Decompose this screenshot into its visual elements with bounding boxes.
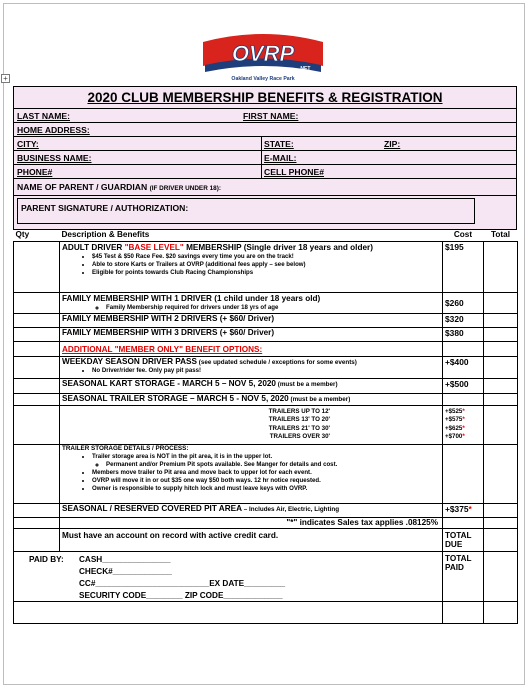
first-name-field[interactable]: FIRST NAME: <box>243 111 299 121</box>
email-field[interactable]: E-MAIL: <box>264 153 297 163</box>
city-field[interactable]: CITY: <box>17 139 39 149</box>
trailer-storage-desc: SEASONAL TRAILER STORAGE – MARCH 5 - NOV 5, 2020 (must be a member) <box>60 393 443 405</box>
qty-cell[interactable] <box>14 393 60 405</box>
parent-name-field[interactable]: NAME OF PARENT / GUARDIAN (IF DRIVER UNDER 18): <box>17 182 221 192</box>
table-row <box>14 405 518 444</box>
table-row <box>14 503 518 517</box>
qty-cell[interactable] <box>14 356 60 378</box>
table-row <box>14 517 518 528</box>
blank-cell[interactable] <box>14 601 443 623</box>
table-row <box>14 601 518 623</box>
trailer-sizes: TRAILERS UP TO 12' TRAILERS 13' TO 20' TRAILERS 21' TO 30' TRAILERS OVER 30' <box>60 405 443 444</box>
qty-cell[interactable] <box>14 378 60 393</box>
description-header: Description & Benefits <box>60 230 443 241</box>
kart-storage-desc: SEASONAL KART STORAGE - MARCH 5 – NOV 5, 2020 (must be a member) <box>60 378 443 393</box>
table-row <box>14 313 518 327</box>
total-cell[interactable] <box>484 378 518 393</box>
cash-field[interactable]: CASH_______________ <box>79 554 171 564</box>
trailer-prices: +$525* +$575* +$625* +$700* <box>443 405 484 444</box>
name-row <box>13 109 517 123</box>
phone-row <box>13 165 517 179</box>
additional-options-heading: ADDITIONAL "MEMBER ONLY" BENEFIT OPTIONS: <box>60 341 443 356</box>
ovrp-logo <box>199 32 327 86</box>
parent-name-row <box>13 179 517 196</box>
qty-cell[interactable] <box>14 327 60 341</box>
table-row <box>14 241 518 292</box>
home-address-field[interactable]: HOME ADDRESS: <box>17 125 90 135</box>
city-row <box>13 137 517 151</box>
total-cell[interactable] <box>484 241 518 292</box>
credit-card-field[interactable]: CC#_________________________EX DATE_________ <box>79 578 286 588</box>
total-cell[interactable] <box>484 292 518 313</box>
trailer-details: TRAILER STORAGE DETAILS / PROCESS: • Trailer storage area is NOT in the pit area, it is in the upper lot. ◦ Permanent and/or Premium Pit spots available. See Manger for details and cost. • Members move trailer to Pit area and move back to upper lot for each event. • OVRP will move it in or out $35 one way $50 both ways. 12 hr notice requested. • Owner is responsible to supply hitch lock and must leave keys with OVRP. <box>60 444 443 503</box>
logo-wordmark: OVRP <box>231 41 295 66</box>
kart-cost: +$500 <box>443 378 484 393</box>
family3-desc: FAMILY MEMBERSHIP WITH 3 DRIVERS (+ $60/ Driver) <box>60 327 443 341</box>
table-row <box>14 444 518 503</box>
phone-field[interactable]: PHONE# <box>17 167 53 177</box>
security-code-field[interactable]: SECURITY CODE________ ZIP CODE_____________ <box>79 590 283 600</box>
parent-signature-box[interactable] <box>17 198 475 224</box>
table-row <box>14 292 518 313</box>
weekday-pass-desc: WEEKDAY SEASON DRIVER PASS (see updated schedule / exceptions for some events) • No Driver/rider fee. Only pay pit pass! <box>60 356 443 378</box>
family1-cost: $260 <box>443 292 484 313</box>
qty-header: Qty <box>14 230 60 241</box>
weekday-cost: +$400 <box>443 356 484 378</box>
total-cell[interactable] <box>484 356 518 378</box>
business-row <box>13 151 517 165</box>
qty-cell[interactable] <box>14 405 60 444</box>
qty-cell[interactable] <box>14 503 60 517</box>
tax-note: "*" indicates Sales tax applies .08125% <box>60 517 443 528</box>
qty-cell[interactable] <box>14 241 60 292</box>
total-paid-label: TOTAL PAID <box>443 551 484 601</box>
family1-desc: FAMILY MEMBERSHIP WITH 1 DRIVER (1 child under 18 years old) ◦ Family Membership required for drivers under 18 yrs of age <box>60 292 443 313</box>
total-cell[interactable] <box>484 313 518 327</box>
parent-signature-label: PARENT SIGNATURE / AUTHORIZATION: <box>21 203 189 213</box>
family3-cost: $380 <box>443 327 484 341</box>
family2-desc: FAMILY MEMBERSHIP WITH 2 DRIVERS (+ $60/ Driver) <box>60 313 443 327</box>
total-due-cell[interactable] <box>484 528 518 551</box>
adult-cost: $195 <box>443 241 484 292</box>
adult-membership-desc: ADULT DRIVER "BASE LEVEL" MEMBERSHIP (Single driver 18 years and older) • $45 Test & $50 Race Fee. $20 savings every time you are on the track! • Able to store Karts or Trailers at OVRP (additional fees apply – see below) • Eligible for points towards Club Racing Championships <box>60 241 443 292</box>
table-header <box>14 230 518 241</box>
state-field[interactable]: STATE: <box>264 139 294 149</box>
table-row <box>14 341 518 356</box>
total-due-label: TOTAL DUE <box>443 528 484 551</box>
credit-card-note: Must have an account on record with active credit card. <box>60 528 443 551</box>
cost-header: Cost <box>443 230 484 241</box>
table-row <box>14 393 518 405</box>
table-row <box>14 528 518 551</box>
business-name-field[interactable]: BUSINESS NAME: <box>17 153 92 163</box>
parent-signature-row <box>13 196 517 230</box>
table-move-handle-icon[interactable]: + <box>1 74 10 83</box>
table-row <box>14 327 518 341</box>
total-cell[interactable] <box>484 503 518 517</box>
payment-section <box>14 551 443 601</box>
total-cell[interactable] <box>484 327 518 341</box>
family2-cost: $320 <box>443 313 484 327</box>
qty-cell[interactable] <box>14 313 60 327</box>
registration-form <box>13 86 517 624</box>
page-title: 2020 CLUB MEMBERSHIP BENEFITS & REGISTRATION <box>13 86 517 109</box>
table-row <box>14 551 518 601</box>
logo-tagline: Oakland Valley Race Park <box>231 76 295 82</box>
benefits-table <box>13 230 518 624</box>
total-paid-cell[interactable] <box>484 551 518 601</box>
qty-cell[interactable] <box>14 292 60 313</box>
check-field[interactable]: CHECK#_____________ <box>79 566 172 576</box>
address-row <box>13 123 517 137</box>
zip-field[interactable]: ZIP: <box>384 139 401 149</box>
paid-by-label: PAID BY: <box>29 554 64 564</box>
table-row <box>14 378 518 393</box>
last-name-field[interactable]: LAST NAME: <box>17 111 70 121</box>
pit-area-desc: SEASONAL / RESERVED COVERED PIT AREA – Includes Air, Electric, Lighting <box>60 503 443 517</box>
pit-cost: +$375* <box>443 503 484 517</box>
total-cell[interactable] <box>484 405 518 444</box>
total-header: Total <box>484 230 518 241</box>
total-cell[interactable] <box>484 393 518 405</box>
table-row <box>14 356 518 378</box>
cell-phone-field[interactable]: CELL PHONE# <box>264 167 325 177</box>
logo-net: .NET <box>299 66 311 72</box>
